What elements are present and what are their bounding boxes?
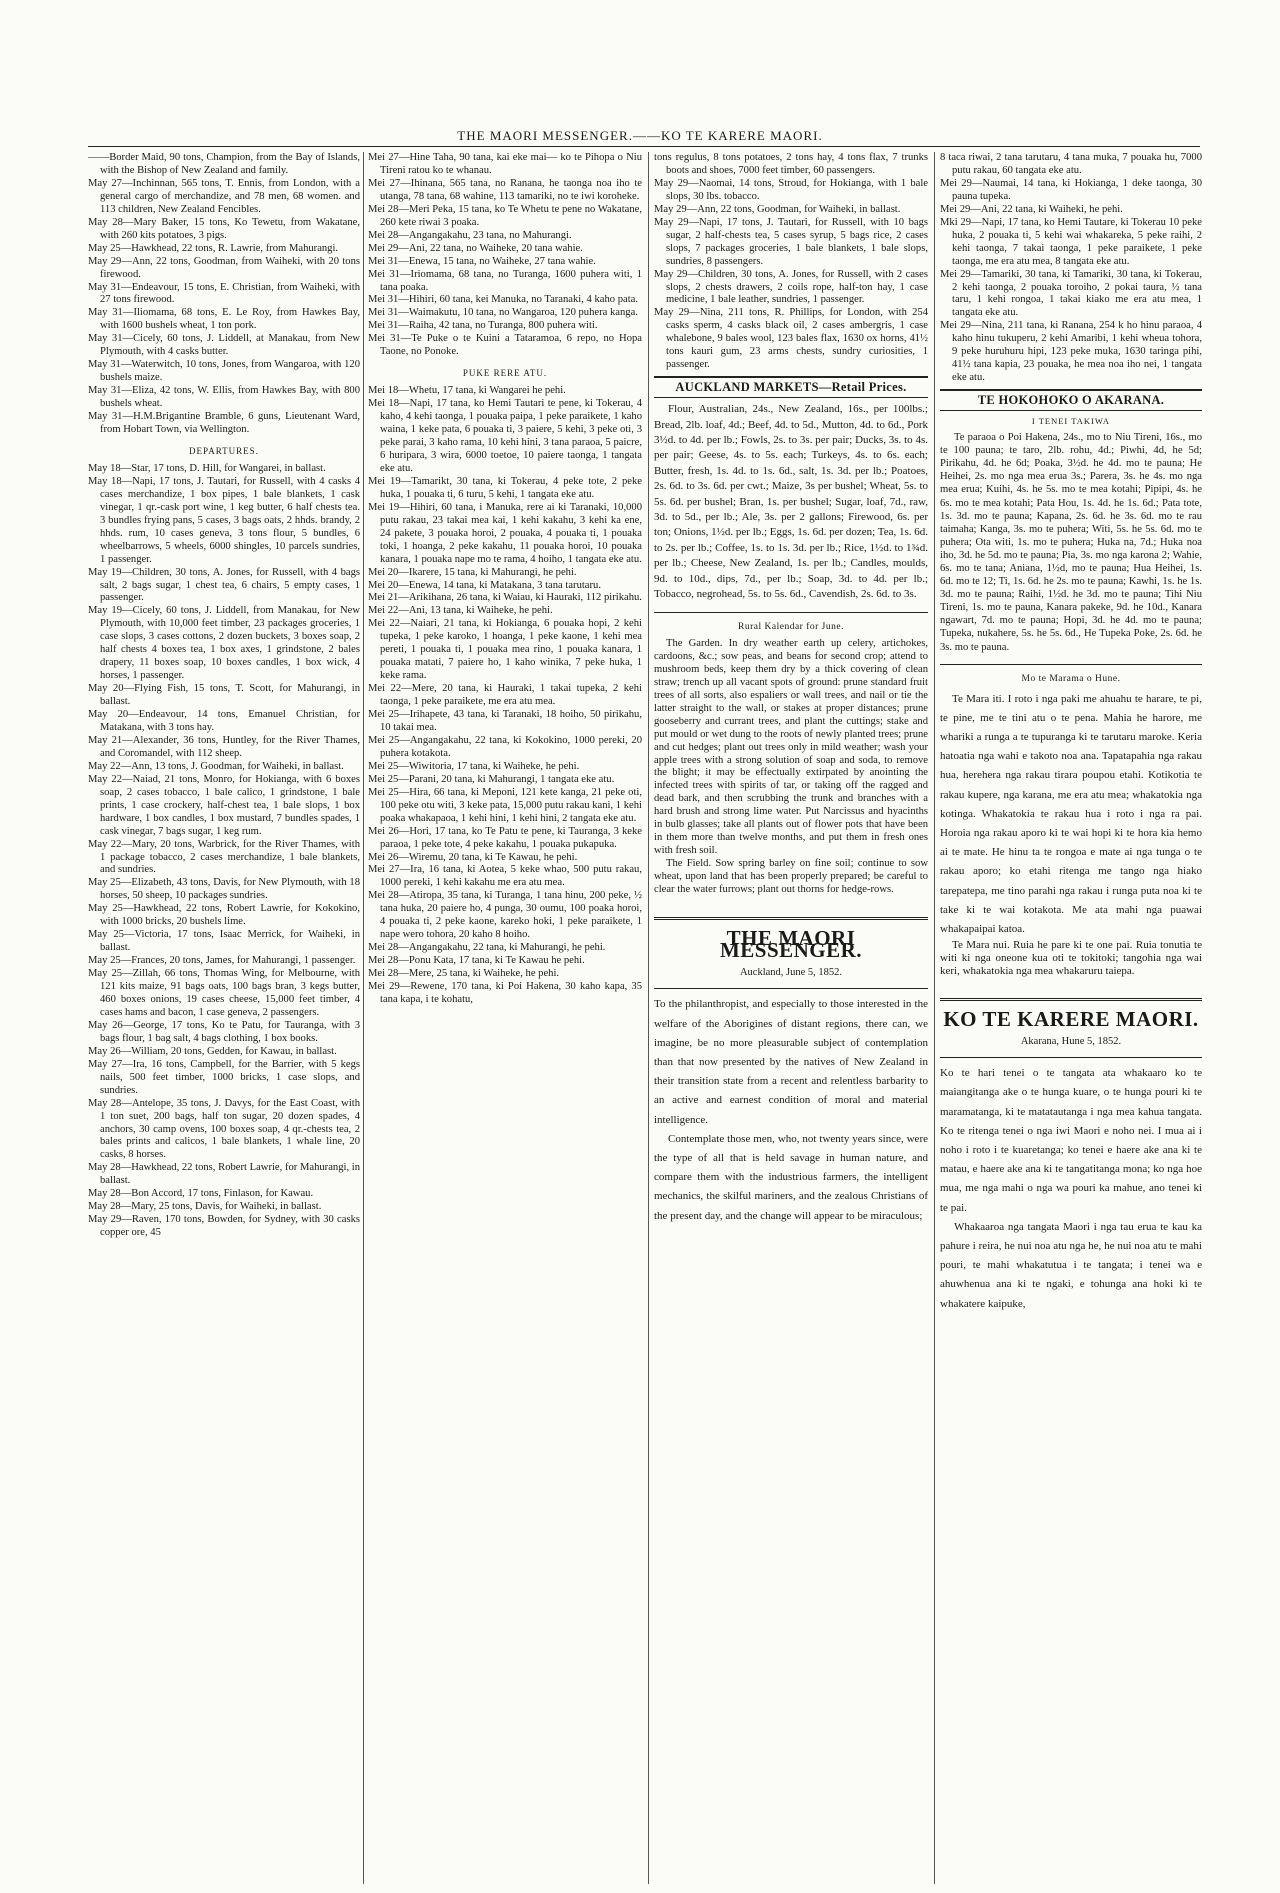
shipping-entry: Mei 27—Ira, 16 tana, ki Aotea, 5 keke whao, 500 putu rakau, 1000 pereki, 1 kehi kakahu me era atu mea. — [368, 864, 642, 889]
shipping-entry: May 25—Hawkhead, 22 tons, Robert Lawrie, for Kokokino, with 1000 bricks, 20 bushels lime. — [88, 903, 360, 928]
shipping-entry: Mei 29—Rewene, 170 tana, ki Poi Hakena, 30 kaho kapa, 35 tana kapa, i te kohatu, — [368, 981, 642, 1005]
shipping-entry: May 29—Ann, 22 tons, Goodman, for Waiheki, in ballast. — [654, 203, 901, 215]
marama-garden: Te Mara iti. I roto i nga paki me ahuahu te harare, te pi, te pine, me te tini atu o te pena. Mahia he harore, me whariki a runga a te tupuranga ki te tarutaru maroke. Keria hatoatia nga wahi e takoto noa ana. Tapatapahia nga rakau hua, herehera nga rakau tirara poupou etahi. Kotikotia te rakau kupere, nga karana, me era atu mea; whakatokia nga kotinga. Whakatokia te rakau hua i roto i nga ra pai. Horoia nga rakau aporo ki te wai hopi ki te hora kia hemo ai te mate. He hinu ta te rongoa e mate ai nga tunga o te rakau aporo; ko etahi ritenga me tango nga hiako tarepatepa, me tino parahi nga rakau i runga puta noa ki te take ki te wai kotakota. Me ata mahi nga puawai whakapaipai katoa. — [940, 692, 1202, 936]
shipping-entry: Mei 20—Ikarere, 15 tana, ki Mahurangi, he pehi. — [368, 566, 577, 578]
column-shipping-maori — [368, 152, 642, 1884]
shipping-entry: May 28—Antelope, 35 tons, J. Davys, for the East Coast, with 1 ton suet, 200 bags, half ton sugar, 20 dozen spades, 4 anchors, 30 camp ovens, 100 boxes soap, 4 qr.-chests tea, 2 bales prints and calicos, 1 bale blankets, 1 whale line, 20 casks, 8 horses. — [88, 1097, 360, 1161]
arrivals-list-maori — [368, 152, 642, 359]
dateline-english: Auckland, June 5, 1852. — [654, 967, 928, 989]
shipping-entry: 8 taca riwai, 2 tana tarutaru, 4 tana muka, 7 pouaka hu, 7000 putu rakau, 60 tangata eke atu. — [940, 152, 1202, 176]
shipping-entry: May 27—Inchinnan, 565 tons, T. Ennis, from London, with a general cargo of merchandize, and 78 men, 68 women. and 113 children, New Zealand Fencibles. — [88, 177, 360, 215]
shipping-entry: May 25—Frances, 20 tons, James, for Mahurangi, 1 passenger. — [88, 955, 356, 967]
departures-list-maori — [368, 385, 642, 1007]
markets-heading: AUCKLAND MARKETS—Retail Prices. — [654, 376, 928, 398]
shipping-entry: Mei 28—Mere, 25 tana, ki Waiheke, he pehi. — [368, 968, 560, 980]
shipping-entry: May 18—Star, 17 tons, D. Hill, for Wangarei, in ballast. — [88, 462, 326, 474]
shipping-entry: Mei 29—Nina, 211 tana, ki Ranana, 254 k ho hinu paraoa, 4 kaho hinu tukuperu, 2 kehi Amaribi, 1 kehi wheua tohora, 9 peke huruhuru hipi, 123 peke muka, 1630 taringa pihi, 41½ tana kapia, 23 pouaka, he mea noa iho nei, 1 tangata eke atu. — [940, 320, 1202, 384]
shipping-entry: May 28—Bon Accord, 17 tons, Finlason, for Kawau. — [88, 1188, 314, 1200]
column-markets-english — [654, 152, 928, 1884]
shipping-entry: Mei 31—Raiha, 42 tana, no Turanga, 800 puhera witi. — [368, 320, 598, 332]
departures-continued-maori — [940, 152, 1202, 385]
shipping-entry: May 27—Ira, 16 tons, Campbell, for the Barrier, with 5 kegs nails, 500 feet timber, 1000 bricks, 1 case slops, and sundries. — [88, 1058, 360, 1096]
marama-field: Te Mara nui. Ruia he pare ki te one pai. Ruia tonutia te witi ki nga oneone kua oti te tokitoki; tangohia nga wai keri, whakatokia nga mea whakaruru taiepa. — [940, 939, 1202, 978]
shipping-entry: Mei 19—Tamarikt, 30 tana, ki Tokerau, 4 peke tote, 2 peke huka, 1 pouaka ti, 6 turu, 5 kehi, 1 tangata eke atu. — [368, 475, 642, 500]
shipping-entry: Mei 25—Angangakahu, 22 tana, ki Kokokino, 1000 pereki, 20 puhera kotakota. — [368, 734, 642, 759]
shipping-entry: May 31—Waterwitch, 10 tons, Jones, from Wangaroa, with 120 bushels maize. — [88, 359, 360, 384]
shipping-entry: Mei 18—Napi, 17 tana, ko Hemi Tautari te pene, ki Tokerau, 4 kaho, 4 kehi taonga, 1 pouaka paipa, 1 peke paraikete, 1 kaho waina, 1 keke pata, 6 pouaka ti, 3 paiere, 5 kehi, 3 peke oti, 3 peke parai, 3 kaho rama, 10 kehi hini, 3 tana paraoa, 5 paicre, 6 huripara, 3 wira, 6000 toetoe, 10 paiere taonga, 1 tangata eke atu. — [368, 398, 642, 474]
shipping-entry: Mei 29—Naumai, 14 tana, ki Hokianga, 1 deke taonga, 30 pauna tupeka. — [940, 177, 1202, 202]
shipping-entry: Mei 25—Irihapete, 43 tana, ki Taranaki, 18 hoiho, 50 pirikahu, 10 takai mea. — [368, 709, 642, 733]
shipping-entry: May 28—Hawkhead, 22 tons, Robert Lawrie, for Mahurangi, in ballast. — [88, 1162, 360, 1187]
shipping-entry: Mei 28—Angangakahu, 23 tana, no Mahurangi. — [368, 229, 572, 241]
shipping-entry: May 25—Victoria, 17 tons, Isaac Merrick, for Waiheki, in ballast. — [88, 929, 360, 954]
shipping-entry: Mei 18—Whetu, 17 tana, ki Wangarei he pehi. — [368, 385, 566, 397]
shipping-entry: May 31—Eliza, 42 tons, W. Ellis, from Hawkes Bay, with 800 bushels wheat. — [88, 385, 360, 410]
shipping-entry: Mei 27—Ihinana, 565 tana, no Ranana, he taonga noa iho te utanga, 78 tana, 68 wahine, 113 tamariki, no te iwi koroheke. — [368, 177, 642, 202]
shipping-entry: May 22—Mary, 20 tons, Warbrick, for the River Thames, with 1 package tobacco, 2 cases merchandize, 1 bale blankets, and sundries. — [88, 838, 360, 876]
editorial-paragraph: Contemplate those men, who, not twenty years since, were the type of all that is held savage in human nature, and compare them with the industrious farmers, the intelligent mechanics, the skilful mariners, and the zealous Christians of the present day, and the change will appear to be miraculous; — [654, 1132, 928, 1222]
shipping-entry: tons regulus, 8 tons potatoes, 2 tons hay, 4 tons flax, 7 trunks boots and shoes, 7000 feet timber, 60 passengers. — [654, 152, 928, 176]
shipping-entry: May 28—Mary, 25 tons, Davis, for Waiheki, in ballast. — [88, 1201, 322, 1213]
marama-heading: Mo te Marama o Hune. — [940, 664, 1202, 686]
shipping-entry: Mei 28—Atiropa, 35 tana, ki Turanga, 1 tana hinu, 200 peke, ½ tana huka, 20 paiere ho, 4 punga, 30 oumu, 100 poaka horoi, 4 pouaka ti, 2 peke kaone, kareko hoki, 1 peke paraikete, 1 nape wero tohora, 20 kaho 8 hoiho. — [368, 890, 642, 941]
shipping-entry: May 31—Endeavour, 15 tons, E. Christian, from Waiheki, with 27 tons firewood. — [88, 281, 360, 306]
shipping-entry: May 28—Mary Baker, 15 tons, Ko Tewetu, from Wakatane, with 260 kits potatoes, 3 pigs. — [88, 216, 360, 241]
shipping-entry: May 29—Naomai, 14 tons, Stroud, for Hokianga, with 1 bale slops, 30 lbs. tobacco. — [654, 177, 928, 202]
shipping-entry: Mei 29—Tamariki, 30 tana, ki Tamariki, 30 tana, ki Tokerau, 2 kehi taonga, 2 pouaka toroiho, 2 pokai taura, ½ tana taru, 1 kehi rongoa, 1 takai kiako me era atu mea, 1 tangata eke atu. — [940, 268, 1202, 319]
arrivals-list — [88, 152, 360, 437]
shipping-entry: May 22—Ann, 13 tons, J. Goodman, for Waiheki, in ballast. — [88, 760, 344, 772]
shipping-entry: Mei 27—Hine Taha, 90 tana, kai eke mai— ko te Pihopa o Niu Tireni ratou ko te whanau. — [368, 152, 642, 176]
shipping-entry: Mei 25—Hira, 66 tana, ki Meponi, 121 kete kanga, 21 peke oti, 100 peke otu witi, 3 keke pata, 15,000 putu rakau kani, 1 kehi poaka whakapaoa, 1 kehi hini, 1 kehi hini, 2 tangata eke atu. — [368, 786, 642, 824]
shipping-entry: May 18—Napi, 17 tons, J. Tautari, for Russell, with 4 casks 4 cases merchandize, 1 box pipes, 1 bale blankets, 1 cask vinegar, 1 qr.-cask port wine, 1 keg butter, 6 half chests tea. 3 bundles frying pans, 5 cases, 3 bags oats, 2 hhds. brandy, 2 hhds. rum, 10 cases geneva, 3 tons flour, 5 bundles, 6 wheelbarrows, 5 wheels, 6000 shingles, 10 parcels sundries, 1 passenger. — [88, 475, 360, 565]
shipping-entry: May 31—Iliomama, 68 tons, E. Le Roy, from Hawkes Bay, with 1600 bushels wheat, 1 ton pork. — [88, 307, 360, 332]
shipping-entry: ——Border Maid, 90 tons, Champion, from the Bay of Islands, with the Bishop of New Zealand and family. — [88, 152, 360, 176]
kalendar-garden: The Garden. In dry weather earth up celery, artichokes, cardoons, &c.; sow peas, and beans for second crop; attend to mushroom beds, keep them dry by a thick covering of clean straw; trench up all vacant spots of ground: prune standard fruit trees of all sorts, also espaliers or wall trees, and nail or tie the latter straight to the wall, or stakes at proper distances; prune gooseberry and currant trees, and plant the cuttings; stake and put mould or wet dung to the roots of newly planted trees; prune and cut hedges; plant out trees only in mild weather; wash your apple trees with a strong solution of soap and soda, to remove the blight; it may be effectually extirpated by anointing the infected trees with spirits of tar, or taking off the ragged and dead bark, and then scrubbing the trunk and branches with a hard brush and strong lime water. Put Narcissus and hyacinths in bulb glasses; take all plants out of flower pots that have been in them more than twelve months, and put them in fresh ones with fresh soil. — [654, 638, 928, 856]
shipping-entry: Mei 20—Enewa, 14 tana, ki Matakana, 3 tana tarutaru. — [368, 579, 601, 591]
departures-list — [88, 463, 360, 1240]
masthead-maori: KO TE KARERE MAORI. — [940, 998, 1202, 1026]
column-divider — [363, 152, 364, 1884]
column-divider — [934, 152, 935, 1884]
shipping-entry: May 22—Naiad, 21 tons, Monro, for Hokianga, with 6 boxes soap, 2 cases tobacco, 1 bale calico, 1 grindstone, 1 bale prints, 1 case crockery, half-chest tea, 1 bale slops, 1 box hardware, 1 box candles, 1 box mustard, 7 bundles spades, 1 cask vinegar, 7 bags sugar, 1 keg rum. — [88, 773, 360, 837]
shipping-entry: Mei 22—Naiari, 21 tana, ki Hokianga, 6 pouaka hopi, 2 kehi tupeka, 1 peke karoko, 1 hoanga, 1 peke kaone, 1 kehi mea pereti, 1 pouaka ti, 1 pouaka mea rino, 1 pouaka kanara, 1 pouaka matati, 7 paiere ho, 1 kaho winika, 7 peke huka, 1 keke rama. — [368, 618, 642, 682]
shipping-entry: May 29—Raven, 170 tons, Bowden, for Sydney, with 30 casks copper ore, 45 — [88, 1214, 360, 1239]
shipping-entry: May 25—Zillah, 66 tons, Thomas Wing, for Melbourne, with 121 kits maize, 91 bags oats, 100 bags bran, 3 kegs butter, 460 boxes onions, 19 cases cheese, 15,000 feet timber, 4 cases hams and bacon, 1 case geneva, 2 passengers. — [88, 968, 360, 1018]
shipping-entry: Mei 31—Hihiri, 60 tana, kei Manuka, no Taranaki, 4 kaho pata. — [368, 294, 639, 306]
shipping-entry: Mei 25—Parani, 20 tana, ki Mahurangi, 1 tangata eke atu. — [368, 773, 615, 785]
shipping-entry: May 29—Nina, 211 tons, R. Phillips, for London, with 254 casks sperm, 4 casks black oil, 2 cases ambergris, 1 case whalebone, 9 bales wool, 123 bales flax, 1630 ox horns, 41½ tons kauri gum, 23 arms chests, sundry curiosities, 1 passenger. — [654, 307, 928, 371]
shipping-entry: Mei 28—Angangakahu, 22 tana, ki Mahurangi, he pehi. — [368, 942, 606, 954]
shipping-entry: May 21—Alexander, 36 tons, Huntley, for the River Thames, and Coromandel, with 112 sheep. — [88, 734, 360, 759]
shipping-entry: Mei 19—Hihiri, 60 tana, i Manuka, rere ai ki Taranaki, 10,000 putu rakau, 23 takai mea kai, 1 kehi kakahu, 3 kehi ka ene, 24 pakete, 3 pouaka horoi, 2 pouaka, 4 pouaka ti, 1 pouaka toki, 1 hoanga, 2 peke kakahu, 11 pouaka horoi, 10 pouaka kanara, 1 pouaka nape mo te rama, 4 hoiho, 1 tangata eke atu. — [368, 501, 642, 565]
shipping-entry: Mei 25—Wiwitoria, 17 tana, ki Waiheke, he pehi. — [368, 760, 580, 772]
shipping-entry: Mei 31—Enewa, 15 tana, no Waiheke, 27 tana wahie. — [368, 255, 596, 267]
shipping-entry: May 25—Hawkhead, 22 tons, R. Lawrie, from Mahurangi. — [88, 242, 339, 254]
shipping-entry: Mei 28—Meri Peka, 15 tana, ko Te Whetu te pene no Wakatane, 260 kete riwai 3 poaka. — [368, 203, 642, 228]
shipping-entry: May 19—Children, 30 tons, A. Jones, for Russell, with 4 bags salt, 2 bags sugar, 1 chest tea, 6 chairs, 5 empty cases, 1 passenger. — [88, 566, 360, 604]
editorial-paragraph-maori: Whakaaroa nga tangata Maori i nga tau erua te kau ka pahure i reira, he nui noa atu nga he, he nui noa atu te mahi pouri, te mahi whakatutua i te tangata; i tenei wa e ahuwhenua ana ki te ngaki, e tohunga ana hoki ki te whakatere kaipuke, — [940, 1220, 1202, 1310]
shipping-entry: May 26—George, 17 tons, Ko te Patu, for Tauranga, with 3 bags flour, 1 bag salt, 4 bags clothing, 1 box books. — [88, 1019, 360, 1044]
shipping-entry: May 20—Endeavour, 14 tons, Emanuel Christian, for Matakana, with 3 tons hay. — [88, 709, 360, 733]
hokohoko-subheading: I TENEI TAKIWA — [1031, 416, 1111, 427]
shipping-entry: Mei 29—Ani, 22 tana, ki Waiheki, he pehi. — [940, 203, 1123, 215]
header-rule — [88, 146, 1200, 147]
shipping-entry: Mei 22—Mere, 20 tana, ki Hauraki, 1 takai tupeka, 2 kehi taonga, 1 peke paraikete, me era atu mea. — [368, 683, 642, 708]
column-shipping-english — [88, 152, 360, 1884]
running-head: THE MAORI MESSENGER.——KO TE KARERE MAORI. — [457, 128, 823, 143]
shipping-entry: Mei 26—Hori, 17 tana, ko Te Patu te pene, ki Tauranga, 3 keke paraoa, 1 peke tote, 4 peke kakahu, 1 pouaka pukapuka. — [368, 825, 642, 850]
hokohoko-text: Te paraoa o Poi Hakena, 24s., mo to Niu Tireni, 16s., mo te 100 pauna; te taro, 2lb. rohu, 4d.; Piwhi, 4d, he 5d; Pirikahu, 4d. he 6d; Poaka, 3½d. he 4d. mo te pauna; He Heihei, 2s. mo nga mea erua 3s.; Parera, 3s. he 4s. mo nga mea erua; Kuihi, 4s. he 5s. mo te mea kotahi; Pipipi, 4s. he 6s. mo te mea kotahi; Pata Hou, 1s. 4d. he 1s. 6d.; Pata tote, 1s. 3d. mo te pauna; Kapana, 2s. 6d. he 3s. 6d. mo te rau taimaha; Kanga, 3s. mo te puhera; Witi, 5s. he 5s. 6d. mo te puhera; Ota witi, 1s. mo te puhera; Huka na, 7d.; Huka noa iho, 3d. he 5d. mo te pauna; Pia, 3s. mo nga karona 2; Wahie, 6s. mo te tana; Aniana, 1½d, mo te pauna; Hua Heihei, 1s. 6d. mo te 12; Ti, 1s. 6d. he 2s. mo te pauna; Kawhi, 1s. he 1s. 3d. mo te pauna; Raihi, 1½d. he 3d. mo te pauna; Tihi Niu Tireni, 1s. mo te pauna, Kanara pakeke, 9d. he 10d., Kanara ngawart, 7d. mo te pauna; Hopi, 3d. he 4d. mo te pauna; Tupeka, nukahere, 5s. he 5s. 6d., He Tupeka Poke, 2s. 6d. he 3s. mo te pauna. — [940, 432, 1202, 653]
hokohoko-heading: TE HOKOHOKO O AKARANA. — [940, 389, 1202, 411]
editorial-paragraph: To the philanthropist, and especially to those interested in the welfare of the Aborigines of distant regions, there can, we imagine, be no more pleasurable subject of contemplation than that now presented by the natives of New Zealand in their transition state from a recent and relentless barbarity to an active and earnest condition of moral and material intelligence. — [654, 998, 928, 1126]
departures-heading-maori: PUKE RERE ATU. — [462, 368, 548, 379]
departures-continued — [654, 152, 928, 372]
dateline-maori: Akarana, Hune 5, 1852. — [940, 1036, 1202, 1058]
departures-heading: DEPARTURES. — [189, 445, 259, 456]
editorial-paragraph-maori: Ko te hari tenei o te tangata ata whakaaro ko te maiangitanga ake o te hunga kuare, o te hunga pouri ki te maramatanga, ki te matatautanga i nga mea kahua tangata. Ko te ritenga tenei o nga iwi Maori e noho nei. I mua ai i noho i roto i te kuaretanga; ko tenei e haere ake ana ki te matau, e haere ake ana ki te tangatitanga mona; ko nga hoe mua, me nga mahi o nga wa pouri ka mahue, ano tenei ki te pai. — [940, 1067, 1202, 1214]
kalendar-field: The Field. Sow spring barley on fine soil; continue to sow wheat, upon land that has been properly prepared; be careful to clear the water furrows; plant out thorns for hedge-rows. — [654, 857, 928, 895]
kalendar-heading: Rural Kalendar for June. — [654, 612, 928, 634]
shipping-entry: Mei 22—Ani, 13 tana, ki Waiheke, he pehi. — [368, 605, 553, 617]
shipping-entry: Mei 31—Iriomama, 68 tana, no Turanga, 1600 puhera witi, 1 tana poaka. — [368, 268, 642, 293]
shipping-entry: May 31—H.M.Brigantine Bramble, 6 guns, Lieutenant Ward, from Hobart Town, via Wellington. — [88, 411, 360, 436]
shipping-entry: Mei 31—Waimakutu, 10 tana, no Wangaroa, 120 puhera kanga. — [368, 307, 638, 319]
column-divider — [648, 152, 649, 1884]
shipping-entry: May 25—Elizabeth, 43 tons, Davis, for New Plymouth, with 18 horses, 50 sheep, 10 packages sundries. — [88, 877, 360, 902]
shipping-entry: May 20—Flying Fish, 15 tons, T. Scott, for Mahurangi, in ballast. — [88, 683, 360, 708]
shipping-entry: May 19—Cicely, 60 tons, J. Liddell, from Manakau, for New Plymouth, with 10,000 feet timber, 23 packages groceries, 1 case slops, 3 cases cottons, 2 dozen buckets, 3 boxes soap, 2 half chests 4 boxes tea, 1 box axes, 1 grindstone, 2 bales drapery, 11 boxes soap, 10 boxes candles, 1 box wick, 4 horses, 1 passenger. — [88, 605, 360, 682]
markets-text: Flour, Australian, 24s., New Zealand, 16s., per 100lbs.; Bread, 2lb. loaf, 4d.; Beef, 4d. to 5d., Mutton, 4d. to 6d., Pork 3½d. to 4d. per lb.; Fowls, 2s. to 3s. per pair; Ducks, 3s. to 4s. per pair; Geese, 4s. to 5s. each; Turkeys, 4s. to 6s. each; Butter, fresh, 1s. 4d. to 1s. 6d., salt, 1s. 3d. per lb.; Poatoes, 2s. 6d. to 3s. 6d. per cwt.; Maize, 3s per bushel; Wheat, 5s. to 5s. 6d. per bushel; Bran, 1s. per bushel; Sugar, loaf, 7d., raw, 3d. to 5d., per lb.; Ale, 3s. per 2 gallons; Firewood, 6s. per ton; Onions, 1½d. per lb.; Eggs, 1s. 6d. per dozen; Tea, 1s. 6d. to 2s. per lb.; Coffee, 1s. to 1s. 3d. per lb.; Rice, 1½d. to 1¾d. per lb.; Cheese, New Zealand, 1s. per lb.; Candles, moulds, 9d. to 10d., dips, 7d., per lb.; Soap, 3d. to 4d. per lb.; Tobacco, negrohead, 5s. to 5s. 6d., Cavendish, 2s. 6d. to 3s. — [654, 403, 928, 601]
column-markets-maori — [940, 152, 1202, 1884]
shipping-entry: May 29—Children, 30 tons, A. Jones, for Russell, with 2 cases slops, 2 chests drawers, 2 coils rope, half-ton hay, 1 case medicine, 1 bale leather, sundries, 1 passenger. — [654, 268, 928, 306]
shipping-entry: May 31—Cicely, 60 tons, J. Liddell, at Manakau, from New Plymouth, with 4 casks butter. — [88, 333, 360, 358]
shipping-entry: May 26—William, 20 tons, Gedden, for Kawau, in ballast. — [88, 1045, 337, 1057]
shipping-entry: Mei 26—Wiremu, 20 tana, ki Te Kawau, he pehi. — [368, 851, 578, 863]
shipping-entry: Mei 21—Arikihana, 26 tana, ki Waiau, ki Hauraki, 112 pirikahu. — [368, 592, 642, 604]
shipping-entry: Mei 29—Ani, 22 tana, no Waiheke, 20 tana wahie. — [368, 242, 583, 254]
masthead-english: THE MAORI MESSENGER. — [654, 917, 928, 958]
shipping-entry: Mki 29—Napi, 17 tana, ko Hemi Tautare, ki Tokerau 10 peke huka, 2 pouaka ti, 5 kehi wai whakareka, 5 peke raihi, 2 kehi taonga, 7 takai taonga, 1 peke paraikete, 1 peke taonga, me era atu mea, 8 tangata eke atu. — [940, 216, 1202, 267]
shipping-entry: May 29—Ann, 22 tons, Goodman, from Waiheki, with 20 tons firewood. — [88, 255, 360, 280]
shipping-entry: May 29—Napi, 17 tons, J. Tautari, for Russell, with 10 bags sugar, 2 half-chests tea, 5 cases syrup, 5 bags rice, 2 cases slops, 7 packages groceries, 1 bale blankets, 1 bale slops, sundries, 8 passengers. — [654, 216, 928, 267]
shipping-entry: Mei 28—Ponu Kata, 17 tana, ki Te Kawau he pehi. — [368, 955, 585, 967]
shipping-entry: Mei 31—Te Puke o te Kuini a Tataramoa, 6 repo, no Hopa Taone, no Ponoke. — [368, 333, 642, 358]
